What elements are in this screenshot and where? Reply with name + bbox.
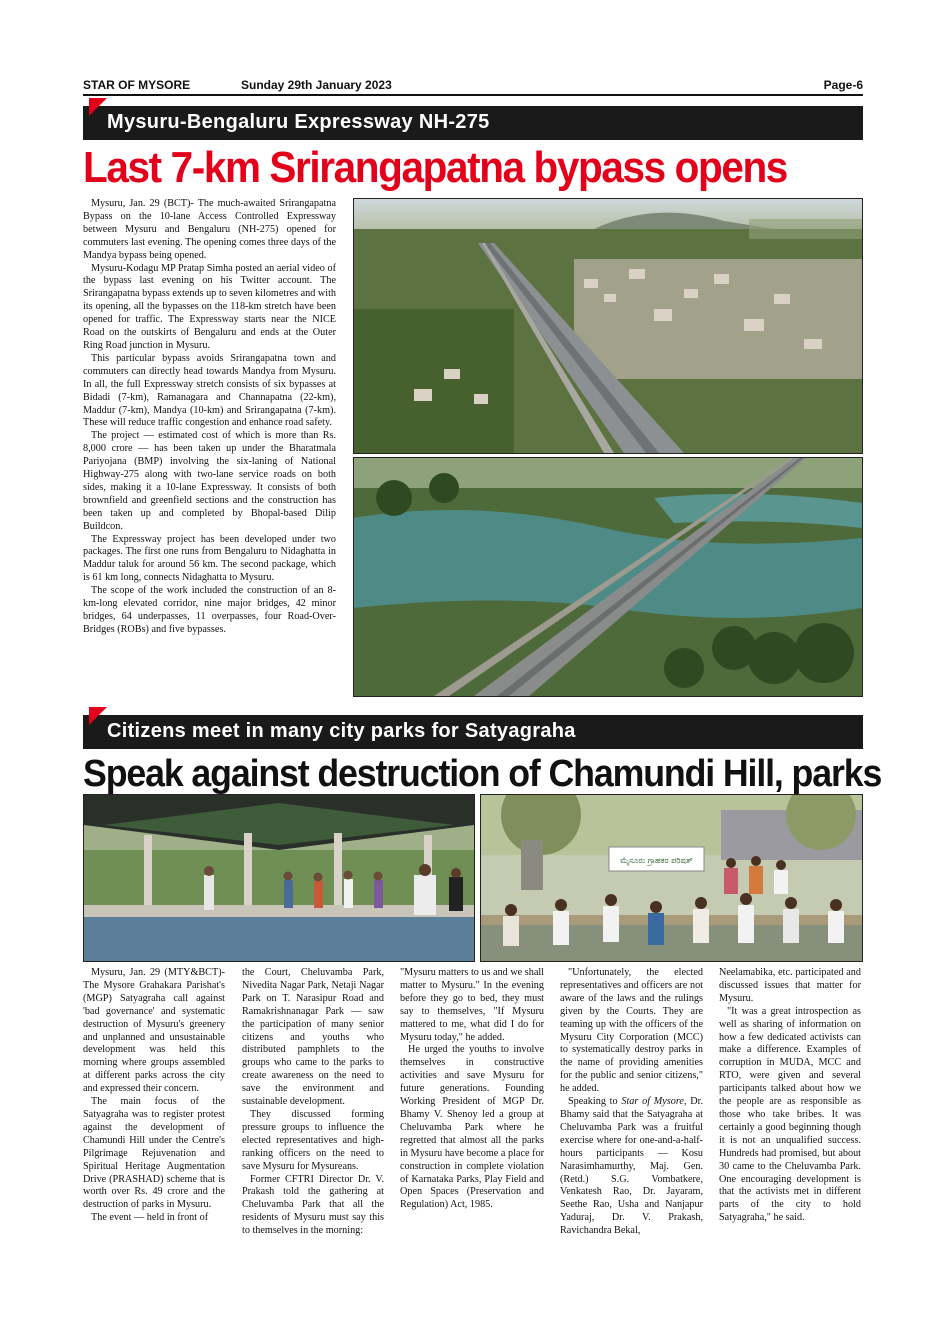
story1-paragraph: The scope of the work included the construction of an 8-km-long elevated corridor, nine major bridges, 42 minor bridges, 64 underpasses, 11 overpasses, four Road-Over-Bridges (ROBs) and five bypasses. xyxy=(83,585,336,635)
protest-banner: ಮೈಸೂರು ಗ್ರಾಹಕರ ಪರಿಷತ್ xyxy=(620,856,693,865)
story1-kicker-bar xyxy=(83,106,863,140)
story2-paragraph: Neelamabika, etc. participated and discussed issues that matter for Mysuru. xyxy=(719,967,861,1004)
page-number: Page-6 xyxy=(823,78,863,92)
story2-column-1 xyxy=(83,967,225,1225)
pavilion-meeting-photo xyxy=(83,794,475,962)
bridge-over-river-photo xyxy=(353,457,863,697)
story2-column-2 xyxy=(242,967,384,1238)
story1-paragraph: This particular bypass avoids Srirangapatna town and commuters can directly head towards Mandya from Mysuru. In all, the full Expressway stretch consists of six bypasses at Bidadi (7-km), Ramanagara and Channapatna (22-km), Maddur (7-km), Mandya (10-km) and Srirangapatna (7-km). These will reduce traffic congestion and enhance road safety. xyxy=(83,352,336,429)
issue-date: Sunday 29th January 2023 xyxy=(241,78,392,92)
red-flag-icon xyxy=(89,98,107,116)
story2-column-3 xyxy=(400,967,544,1212)
masthead xyxy=(83,76,863,94)
story2-paragraph: Former CFTRI Director Dr. V. Prakash told the gathering at Cheluvamba Park that all the residents of Mysuru must say this to themselves in the morning: xyxy=(242,1173,384,1237)
story1-paragraph: The project — estimated cost of which is more than Rs. 8,000 crore — has been taken up under the Bharatmala Pariyojana (BMP) involving the six-laning of National Highway-275 along with two-lane service roads on both sides, making it a 10-lane Expressway. It consists of both brownfield and greenfield sections and the construction has been taken up and completed by Bhopal-based Dilip Buildcon. xyxy=(83,430,336,532)
story1-headline: Last 7-km Srirangapatna bypass opens xyxy=(83,143,787,192)
story2-paragraph: He urged the youths to involve themselves in constructive activities and save Mysuru for future generations. Founding Working President of MGP Dr. Bhamy V. Shenoy led a group at Cheluvamba Park where he regretted that almost all the parks in Mysuru have become a place for construction in complete violation of Karnataka Parks, Play Field and Open Spaces (Preservation and Regulation) Act, 1985. xyxy=(400,1044,544,1211)
story2-paragraph: The main focus of the Satyagraha was to register protest against the development of Chamundi Hill under the Centre's Pilgrimage Rejuvenation and Spiritual Heritage Augmentation Drive (PRASHAD) scheme that is worth over Rs. 49 crore and the destruction of parks in Mysuru. xyxy=(83,1096,225,1211)
story2-kicker-bar xyxy=(83,715,863,749)
story2-text: , Dr. Bhamy said that the Satyagraha at Cheluvamba Park was a fruitful exercise where for one-and-a-half-hours participants — Kosu Narasimhamurthy, Maj. Gen. (Retd.) S.G. Vombatkere, Venkatesh Rao, Dr. Jayaram, Seethe Rao, Usha and Nanjapur Yaduraj, Dr. V. Prakash, Ravichandra Bekal, xyxy=(560,1096,703,1237)
newspaper-name: STAR OF MYSORE xyxy=(83,78,191,92)
red-flag-icon xyxy=(89,707,107,725)
story2-paragraph: Mysuru, Jan. 29 (MTY&BCT)- The Mysore Grahakara Parishat's (MGP) Satyagraha call against 'bad governance' and systematic destruction of Mysuru's greenery and unplanned and unsustainable development was held this morning where groups assembled at different parks across the city and expressed their concern. xyxy=(83,967,225,1095)
story1-kicker: Mysuru-Bengaluru Expressway NH-275 xyxy=(107,111,490,133)
story2-column-4 xyxy=(560,967,703,1238)
story1-paragraph: Mysuru, Jan. 29 (BCT)- The much-awaited Srirangapatna Bypass on the 10-lane Access Controlled Expressway between Mysuru and Bengaluru (NH-275) opened for commuters last evening. The opening comes three days of the Mandya bypass being opened. xyxy=(83,198,336,261)
story2-kicker: Citizens meet in many city parks for Satyagraha xyxy=(107,720,576,742)
story2-paragraph: The event — held in front of xyxy=(91,1212,209,1224)
story2-paragraph xyxy=(560,1096,703,1238)
publication-name: Star of Mysore xyxy=(621,1096,684,1108)
story1-paragraph: Mysuru-Kodagu MP Pratap Simha posted an aerial video of the bypass last evening on his Twitter account. The Srirangapatna bypass extends up to seven kilometres and with its opening, all the bypasses on the 118-km stretch have been opened for traffic. The Expressway starts near the NICE Road on the outskirts of Bengaluru and ends at the Outer Ring Road junction in Mysuru. xyxy=(83,262,336,351)
story2-text: Speaking to xyxy=(568,1096,622,1108)
story2-paragraph: "Unfortunately, the elected representatives and officers are not aware of the laws and the rulings given by the Courts. They are teaming up with the officers of the Mysuru City Corporation (MCC) to systematically destroy parks in the name of providing amenities for the public and senior citizens," he added. xyxy=(560,967,703,1095)
story2-paragraph: the Court, Cheluvamba Park, Nivedita Nagar Park, Netaji Nagar Park on T. Narasipur Road and Ramakrishnanagar Park — saw the participation of many senior citizens and youths who distributed pamphlets to the groups who came to the parks to create awareness on the need to save the environment and sustainable development. xyxy=(242,967,384,1108)
story2-paragraph: They discussed forming pressure groups to influence the elected representatives and high-ranking officers on the need to save Mysuru for Mysureans. xyxy=(242,1108,384,1172)
story1-paragraph: The Expressway project has been developed under two packages. The first one runs from Bengaluru to Nidaghatta in Maddur taluk for around 56 km. The second package, which is 61 km long, connects Nidaghatta to Mysuru. xyxy=(83,533,336,584)
story2-headline: Speak against destruction of Chamundi Hill, parks xyxy=(83,753,882,795)
story1-body xyxy=(83,198,336,637)
story2-column-5 xyxy=(719,967,861,1225)
story2-paragraph: "Mysuru matters to us and we shall matter to Mysuru." In the evening before they go to bed, they must say to themselves, "If Mysuru mattered to me, what did I do for Mysuru today," he added. xyxy=(400,967,544,1043)
masthead-rule xyxy=(83,94,863,96)
story2-paragraph: "It was a great introspection as well as sharing of information on how a few dedicated activists can make a difference. Examples of corruption in MUDA, MCC and RTO, were given and several participants talked about how we the people are as responsible as those who take bribes. It was certainly a good beginning though it is not an unqualified success. Hundreds had promised, but about 30 came to the Cheluvamba Park. One encouraging development is that the activists met in different parts of the city to hold Satyagraha," he said. xyxy=(719,1005,861,1224)
expressway-aerial-photo xyxy=(353,198,863,454)
cheluvamba-park-group-photo xyxy=(480,794,863,962)
